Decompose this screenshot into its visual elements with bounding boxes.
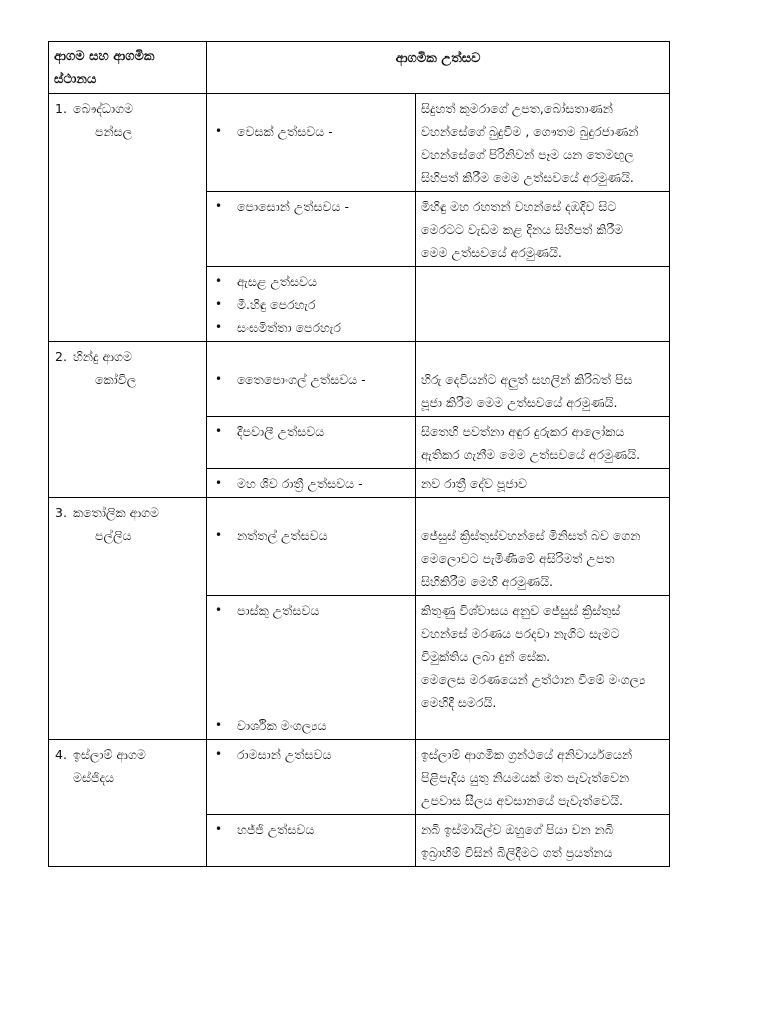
description-line: පූජා කිරීම මෙම උත්සවයේ අරමුණයි. (421, 395, 618, 410)
table-row (49, 498, 670, 596)
bullet-icon: • (215, 372, 223, 386)
description-line: සිහිපත් කිරීම මෙම උත්සවයේ අරමුණයි. (421, 170, 634, 185)
description-line: ජේසුස් ක්‍රිස්තුස්වහන්සේ මිනිසත් බව ගෙන (421, 528, 641, 543)
festival-label: ඇසළ උත්සවය (237, 274, 317, 289)
description-line: මිහිඳු මහ රහතන් වහන්සේ දඹදිව සිට (421, 199, 617, 214)
bullet-icon: • (215, 424, 223, 438)
religion-number: 4. (55, 747, 67, 762)
festival-item (215, 818, 410, 841)
table-row (49, 740, 670, 815)
header-religious-festivals: ආගමික උත්සව (207, 42, 670, 94)
festival-cell (207, 815, 416, 867)
festival-item (215, 714, 410, 737)
bullet-icon: • (215, 528, 223, 542)
bullet-icon: • (215, 124, 223, 138)
festival-item (215, 316, 410, 339)
description-line: ඇතිකර ගැනීම මෙම උත්සවයේ අරමුණයි. (421, 447, 641, 462)
bullet-icon: • (215, 199, 223, 213)
festival-item (215, 270, 410, 293)
festival-cell (207, 740, 416, 815)
description-line: පිළිපැදිය යුතු නියමයක් මත පැවැත්වෙන (421, 770, 630, 785)
description-line: හිරු දෙවියන්ට අලුත් සහලින් කිරිබත් පිස (421, 372, 633, 387)
religion-name: හින්දු ආගම (73, 349, 132, 364)
festival-item (215, 743, 410, 766)
document-page (48, 41, 669, 867)
bullet-icon: • (215, 822, 223, 836)
description-line: ඉස්ලාම් ආගමික ග්‍රන්ථයේ අනිවාර්යයෙන් (421, 747, 633, 762)
festival-label: පොසොන් උත්සවය - (237, 199, 349, 214)
table-row (49, 342, 670, 417)
festival-cell (207, 267, 416, 342)
description-line: උපවාස සීලය අවසානයේ පැවැත්වෙයි. (421, 793, 623, 808)
worship-place-name: කෝවිල (95, 372, 137, 387)
religion-number: 1. (55, 101, 67, 116)
description-line: මෙලෙස මරණයෙන් උත්ථාන වීමේ මංගල්‍ය (421, 672, 646, 687)
festival-label: මී.හිඳු පෙරහැර (237, 297, 316, 312)
description-line: මෙම උත්සවයේ අරමුණයි. (421, 245, 562, 260)
religion-number: 2. (55, 349, 67, 364)
festival-label: නත්තල් උත්සවය (237, 528, 328, 543)
bullet-icon: • (215, 274, 223, 288)
festival-cell (207, 342, 416, 417)
festival-description (416, 342, 670, 417)
festival-label: වෙසක් උත්සවය - (237, 124, 333, 139)
description-line: මෙලොවට පැමිණීමේ අසිරිමත් උපත (421, 551, 615, 566)
description-line: ඉබ්‍රාහිම් විසින් බිලිදීමට ගත් ප්‍රයත්නය (421, 845, 613, 860)
religion-name: කතෝලික ආගම (73, 505, 160, 520)
description-line: නබි ඉස්මායිල්ව ඔහුගේ පියා වන නබි (421, 822, 614, 837)
header-religion-place-line1: ආගම සහ ආගමික (54, 49, 155, 64)
festival-label: පාස්කු උත්සවය (237, 603, 320, 618)
festival-description (416, 469, 670, 498)
festival-description (416, 417, 670, 469)
religion-name: ඉස්ලාම් ආගම (73, 747, 146, 762)
festival-description (416, 740, 670, 815)
festival-item (215, 420, 410, 443)
description-line: නව රාත්‍රී දේව පූජාව (421, 476, 527, 491)
festival-label: රාමසාන් උත්සවය (237, 747, 332, 762)
festival-item (215, 120, 410, 143)
festival-item (215, 599, 410, 622)
festival-label: මහ ශිව රාත්‍රී උත්සවය - (237, 476, 363, 491)
bullet-icon: • (215, 297, 223, 311)
religion-cell-hinduism (49, 342, 207, 498)
festival-label: හජ්ජි උත්සවය (237, 822, 315, 837)
festival-cell (207, 192, 416, 267)
description-line: වහන්සේගේ බුදුවීම , ගෞතම බුදුරජාණන් (421, 124, 639, 139)
bullet-icon: • (215, 747, 223, 761)
religion-name: බෞද්ධාගම (73, 101, 134, 116)
bullet-icon: • (215, 603, 223, 617)
bullet-icon: • (215, 718, 223, 732)
religion-number: 3. (55, 505, 67, 520)
header-religion-place (49, 42, 207, 94)
festival-item (215, 368, 410, 391)
festival-item (215, 472, 410, 495)
bullet-icon: • (215, 320, 223, 334)
description-line: කිතුණු විශ්වාසය අනුව ජේසුස් ක්‍රිස්තුස් (421, 603, 621, 618)
worship-place-name: පන්සල (95, 124, 133, 139)
festival-description (416, 192, 670, 267)
bullet-icon: • (215, 476, 223, 490)
description-line: සිදුහත් කුමරාගේ උපත,බෝසතාණන් (421, 101, 613, 116)
description-line: විමුක්තිය ලබා දුන් සේක. (421, 649, 551, 664)
worship-place-name: පල්ලිය (95, 528, 132, 543)
description-line: මෙරටට වැඩම කළ දිනය සිහිපත් කිරීම (421, 222, 624, 237)
festival-label: දීපවාලී උත්සවය (237, 424, 325, 439)
description-line: වහන්සේගේ පිරිනිවන් පෑම යන තෙමඟුල (421, 147, 634, 162)
festival-cell (207, 469, 416, 498)
table-header-row (49, 42, 670, 94)
festival-description (416, 94, 670, 192)
religion-cell-buddhism (49, 94, 207, 342)
festival-item (215, 524, 410, 547)
festival-label: සංඝමිත්තා පෙරහැර (237, 320, 341, 335)
festival-cell (207, 417, 416, 469)
festival-label: වාර්ශික මංගල්‍යය (237, 718, 327, 733)
festival-item (215, 195, 410, 218)
description-line: සිතෙහි පවත්නා අඳුර දුරුකර ආලෝකය (421, 424, 625, 439)
festival-item (215, 293, 410, 316)
festival-label: තෛපොංගල් උත්සවය - (237, 372, 366, 387)
festival-description-empty (416, 267, 670, 342)
festival-cell (207, 94, 416, 192)
worship-place-name: මස්ජිදය (73, 770, 114, 785)
table-row (49, 94, 670, 192)
festival-cell (207, 498, 416, 596)
description-line: මෙහිදී සමරයි. (421, 695, 497, 710)
header-religion-place-line2: ස්ථානය (54, 72, 97, 87)
festival-description (416, 815, 670, 867)
description-line: සිහිකිරීම මෙහි අරමුණයි. (421, 574, 554, 589)
religious-festivals-table (48, 41, 670, 867)
festival-description (416, 596, 670, 740)
religion-cell-islam (49, 740, 207, 867)
religion-cell-catholicism (49, 498, 207, 740)
description-line: වහන්සේ මරණය පරදවා නැගිට සැමට (421, 626, 620, 641)
festival-description (416, 498, 670, 596)
festival-cell (207, 596, 416, 740)
